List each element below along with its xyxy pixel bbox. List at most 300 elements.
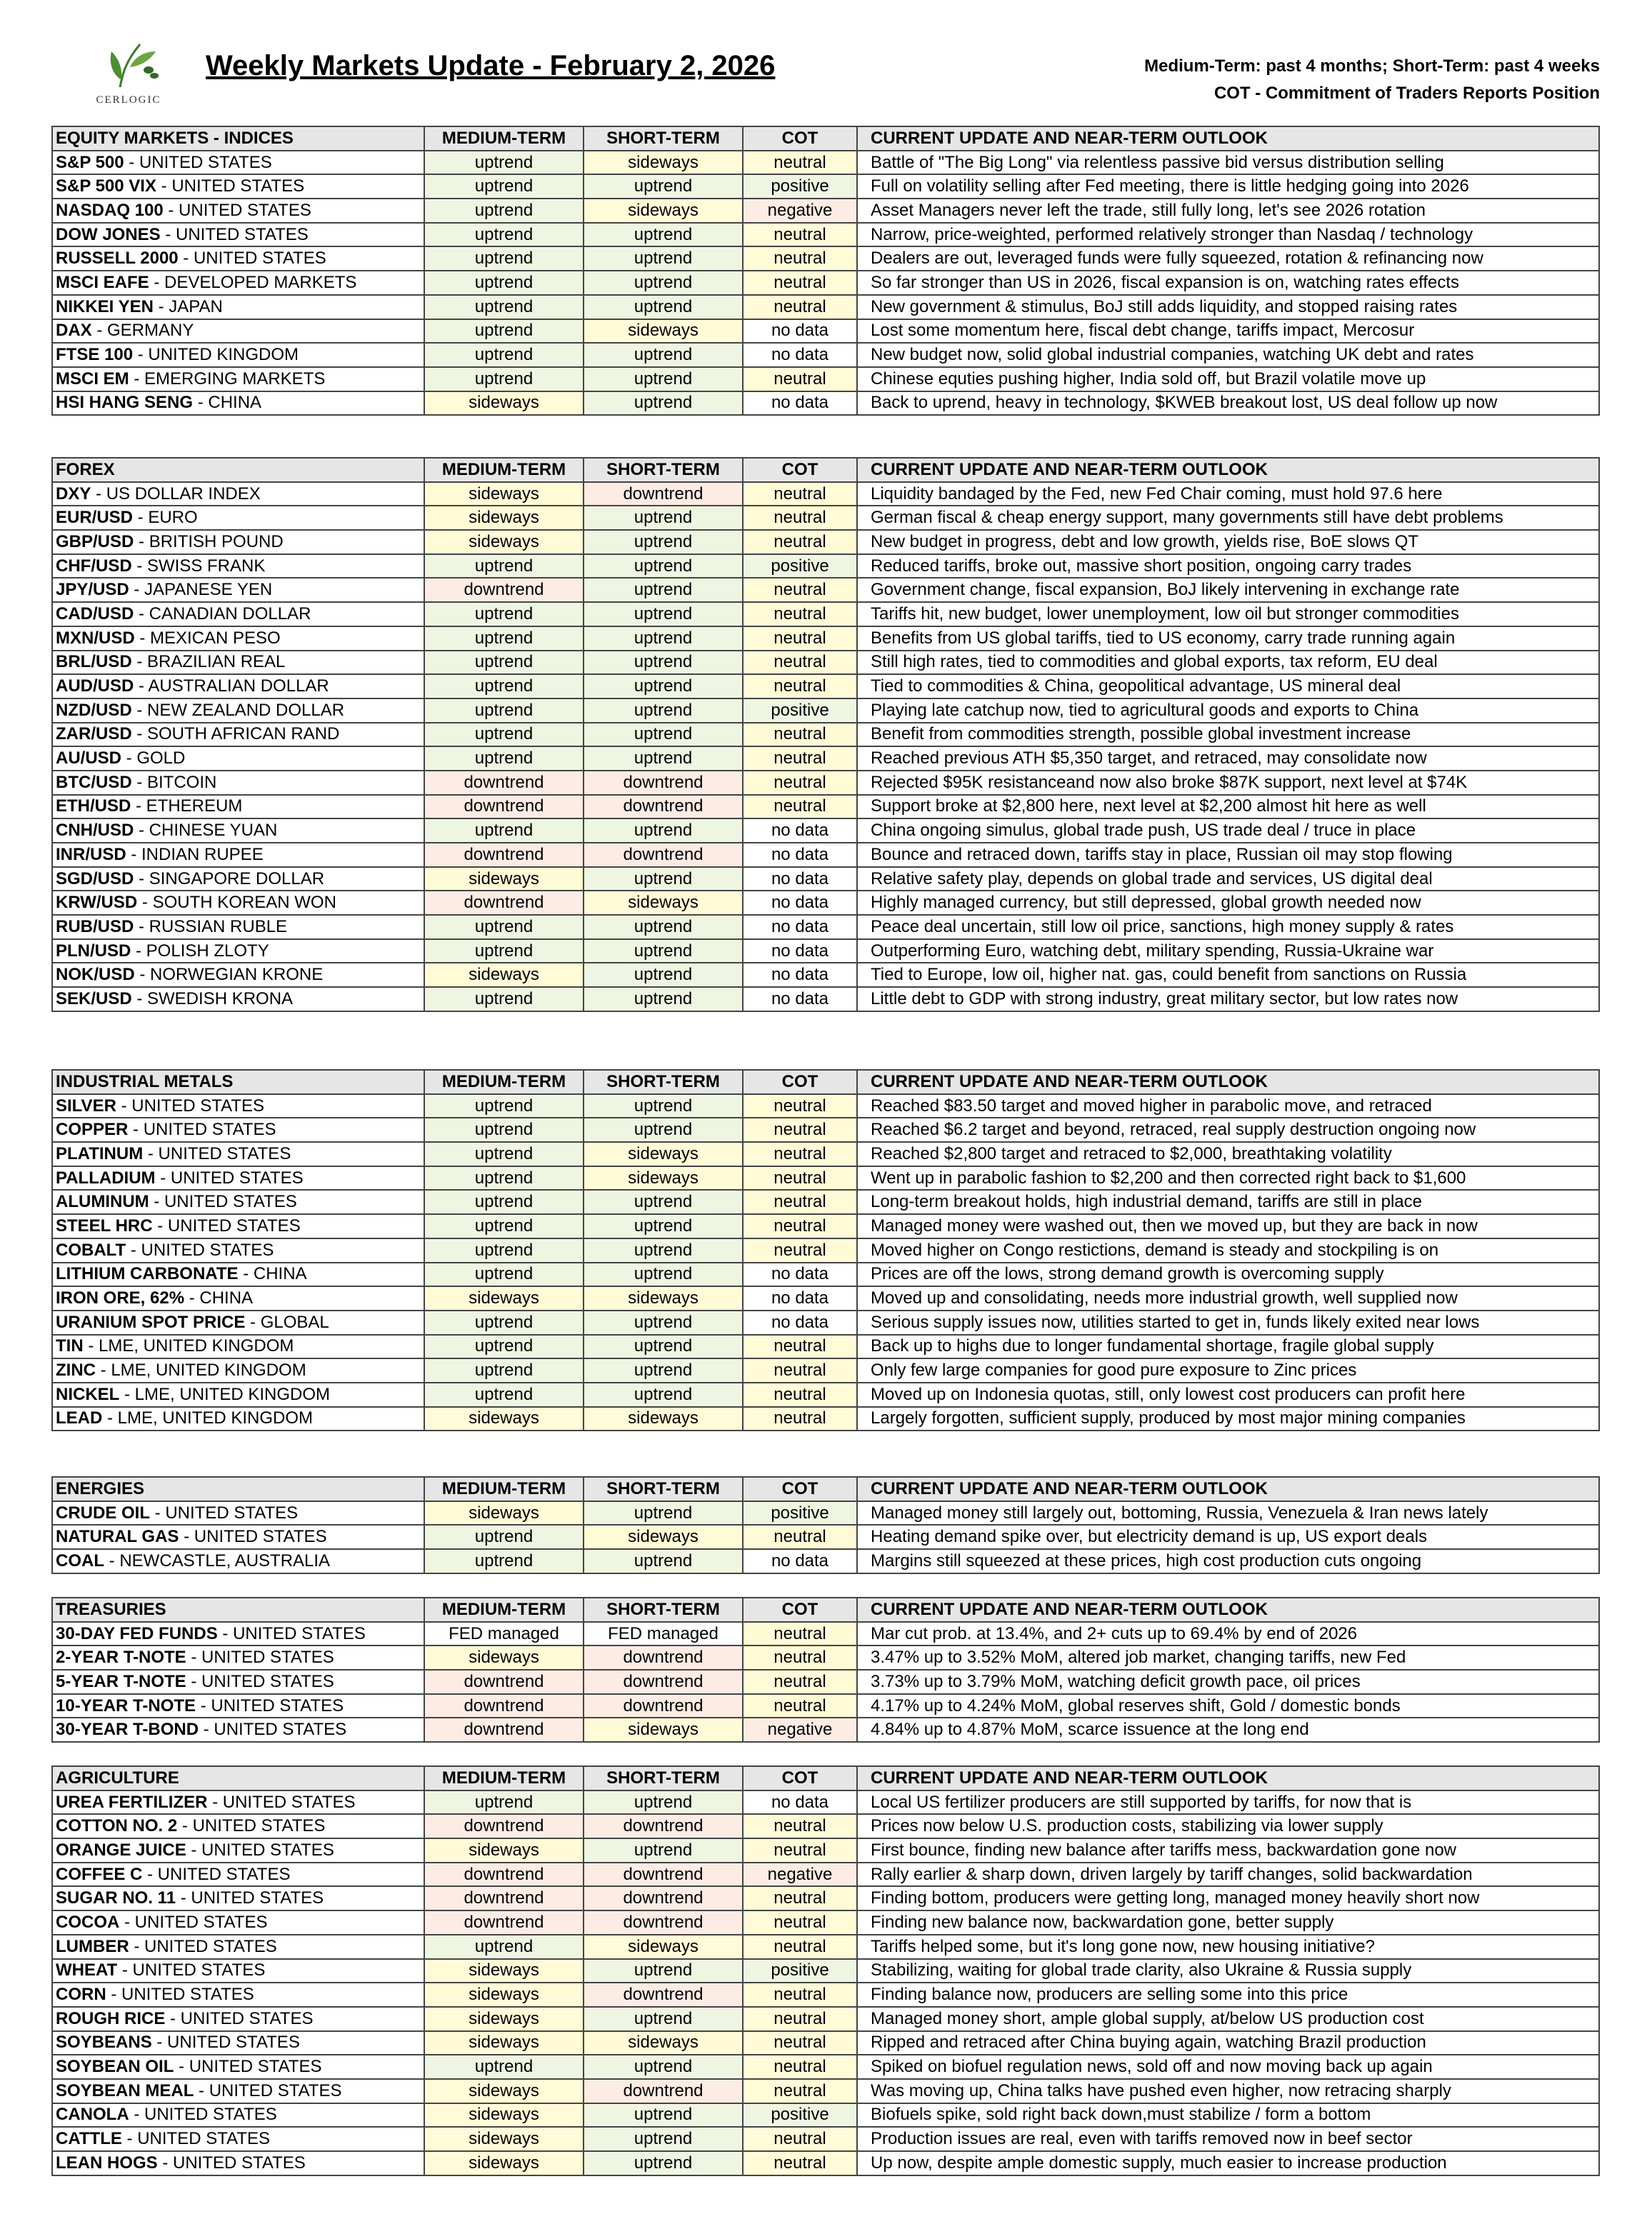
table-row: [52, 867, 1599, 891]
instrument-name: NZD/USD: [56, 700, 132, 720]
short-term-cell: sideways: [584, 151, 743, 175]
table-row: [52, 506, 1599, 530]
instrument-region: - CHINA: [184, 1288, 254, 1308]
medium-term-cell: uptrend: [424, 1094, 584, 1118]
medium-term-cell: uptrend: [424, 1935, 584, 1959]
instrument-name: PLATINUM: [56, 1143, 144, 1163]
outlook-cell: New budget in progress, debt and low growth, yields rise, BoE slows QT: [857, 530, 1599, 554]
instrument-region: - BITCOIN: [131, 772, 217, 792]
short-term-cell: uptrend: [584, 1335, 743, 1359]
short-term-cell: uptrend: [584, 698, 743, 723]
instrument-name: COBALT: [56, 1240, 126, 1260]
instrument-cell: [52, 1694, 424, 1718]
instrument-region: - UNITED STATES: [196, 1695, 344, 1715]
table-row: [52, 2079, 1599, 2103]
short-term-cell: downtrend: [584, 771, 743, 795]
cot-cell: no data: [743, 843, 857, 867]
instrument-region: - SWEDISH KRONA: [131, 988, 294, 1008]
cot-cell: neutral: [743, 1166, 857, 1191]
instrument-cell: [52, 199, 424, 223]
instrument-region: - GERMANY: [91, 321, 194, 341]
instrument-cell: [52, 151, 424, 175]
short-term-cell: FED managed: [584, 1622, 743, 1646]
table-row: [52, 578, 1599, 602]
outlook-header: CURRENT UPDATE AND NEAR-TERM OUTLOOK: [857, 458, 1599, 482]
medium-term-cell: sideways: [424, 2127, 584, 2151]
section-title: FOREX: [52, 458, 424, 482]
medium-term-cell: downtrend: [424, 1694, 584, 1718]
cot-cell: negative: [743, 1718, 857, 1742]
instrument-region: - UNITED STATES: [194, 2080, 342, 2100]
cot-cell: no data: [743, 963, 857, 987]
medium-term-cell: sideways: [424, 482, 584, 506]
instrument-region: - UNITED STATES: [186, 1840, 334, 1860]
instrument-region: - UNITED KINGDOM: [133, 345, 299, 365]
medium-term-cell: uptrend: [424, 367, 584, 391]
outlook-cell: So far stronger than US in 2026, fiscal expansion is on, watching rates effects: [857, 271, 1599, 295]
outlook-cell: Chinese equties pushing higher, India sold off, but Brazil volatile move up: [857, 367, 1599, 391]
medium-term-cell: uptrend: [424, 1142, 584, 1166]
cot-cell: neutral: [743, 271, 857, 295]
table-row: [52, 723, 1599, 747]
instrument-region: - DEVELOPED MARKETS: [149, 272, 357, 292]
instrument-cell: [52, 987, 424, 1011]
cot-cell: neutral: [743, 626, 857, 651]
cot-cell: neutral: [743, 1646, 857, 1670]
section-table: [51, 1765, 1600, 2176]
instrument-region: - UNITED STATES: [179, 1527, 327, 1547]
medium-term-cell: sideways: [424, 1646, 584, 1670]
instrument-region: - UNITED STATES: [163, 200, 311, 220]
table-row: [52, 367, 1599, 391]
cot-header: COT: [743, 1477, 857, 1501]
instrument-name: CATTLE: [56, 2129, 122, 2149]
instrument-region: - UNITED STATES: [155, 1168, 304, 1188]
short-term-cell: downtrend: [584, 795, 743, 819]
section-title: INDUSTRIAL METALS: [52, 1070, 424, 1094]
section-title: TREASURIES: [52, 1598, 424, 1622]
instrument-region: - LME, UNITED KINGDOM: [119, 1384, 331, 1404]
table-row: [52, 602, 1599, 626]
instrument-name: COAL: [56, 1551, 104, 1571]
medium-term-cell: downtrend: [424, 1863, 584, 1887]
instrument-cell: [52, 482, 424, 506]
instrument-cell: [52, 2007, 424, 2031]
instrument-region: - UNITED STATES: [156, 176, 305, 196]
short-term-cell: uptrend: [584, 391, 743, 416]
outlook-cell: Narrow, price-weighted, performed relatively stronger than Nasdaq / technology: [857, 223, 1599, 247]
short-term-cell: uptrend: [584, 2007, 743, 2031]
instrument-cell: [52, 1910, 424, 1935]
cot-cell: positive: [743, 1501, 857, 1526]
cot-cell: neutral: [743, 602, 857, 626]
table-row: [52, 1118, 1599, 1142]
table-row: [52, 939, 1599, 963]
outlook-cell: Prices now below U.S. production costs, stabilizing via lower supply: [857, 1814, 1599, 1838]
cot-cell: neutral: [743, 295, 857, 319]
table-row: [52, 818, 1599, 843]
instrument-name: SOYBEANS: [56, 2033, 152, 2053]
instrument-name: NIKKEI YEN: [56, 296, 154, 316]
instrument-cell: [52, 1863, 424, 1887]
instrument-name: JPY/USD: [56, 580, 129, 600]
outlook-cell: Stabilizing, waiting for global trade clarity, also Ukraine & Russia supply: [857, 1959, 1599, 1983]
medium-term-cell: uptrend: [424, 723, 584, 747]
outlook-cell: 3.73% up to 3.79% MoM, watching deficit growth pace, oil prices: [857, 1670, 1599, 1694]
cot-cell: neutral: [743, 746, 857, 771]
instrument-region: - UNITED STATES: [129, 2105, 277, 2125]
cot-cell: neutral: [743, 2127, 857, 2151]
instrument-cell: [52, 1959, 424, 1983]
instrument-name: AUD/USD: [56, 676, 134, 696]
medium-term-header: MEDIUM-TERM: [424, 458, 584, 482]
outlook-cell: Government change, fiscal expansion, BoJ likely intervening in exchange rate: [857, 578, 1599, 602]
cot-cell: neutral: [743, 771, 857, 795]
instrument-region: - UNITED STATES: [117, 1960, 266, 1980]
instrument-region: - UNITED STATES: [116, 1096, 265, 1116]
short-term-cell: uptrend: [584, 1214, 743, 1238]
instrument-region: - NORWEGIAN KRONE: [134, 965, 324, 985]
instrument-name: ZINC: [56, 1361, 96, 1381]
short-term-cell: uptrend: [584, 554, 743, 578]
instrument-region: - UNITED STATES: [142, 1864, 291, 1884]
medium-term-cell: sideways: [424, 530, 584, 554]
medium-term-cell: downtrend: [424, 1910, 584, 1935]
table-row: [52, 1910, 1599, 1935]
table-row: [52, 391, 1599, 416]
instrument-region: - UNITED STATES: [128, 1120, 276, 1140]
outlook-cell: Outperforming Euro, watching debt, military spending, Russia-Ukraine war: [857, 939, 1599, 963]
outlook-cell: Tariffs helped some, but it's long gone now, new housing initiative?: [857, 1935, 1599, 1959]
table-row: [52, 1670, 1599, 1694]
medium-term-cell: sideways: [424, 2103, 584, 2128]
short-term-cell: uptrend: [584, 1263, 743, 1287]
medium-term-header: MEDIUM-TERM: [424, 1070, 584, 1094]
short-term-cell: uptrend: [584, 246, 743, 271]
instrument-cell: [52, 1238, 424, 1263]
outlook-cell: Prices are off the lows, strong demand growth is overcoming supply: [857, 1263, 1599, 1287]
instrument-region: - UNITED STATES: [149, 1192, 297, 1212]
short-term-cell: uptrend: [584, 1501, 743, 1526]
instrument-name: SILVER: [56, 1096, 116, 1116]
short-term-cell: uptrend: [584, 2103, 743, 2128]
cot-cell: neutral: [743, 151, 857, 175]
page-header: [50, 29, 1600, 114]
medium-term-cell: uptrend: [424, 1335, 584, 1359]
outlook-cell: Reached $2,800 target and retraced to $2,000, breathtaking volatility: [857, 1142, 1599, 1166]
instrument-cell: [52, 2127, 424, 2151]
short-term-cell: sideways: [584, 1407, 743, 1431]
table-row: [52, 1886, 1599, 1910]
instrument-cell: [52, 2151, 424, 2175]
table-row: [52, 963, 1599, 987]
table-row: [52, 1983, 1599, 2007]
instrument-name: DOW JONES: [56, 224, 161, 244]
instrument-cell: [52, 1790, 424, 1815]
table-row: [52, 843, 1599, 867]
table-row: [52, 174, 1599, 199]
table-row: [52, 1646, 1599, 1670]
instrument-cell: [52, 1670, 424, 1694]
instrument-cell: [52, 939, 424, 963]
medium-term-cell: uptrend: [424, 915, 584, 939]
cot-cell: no data: [743, 1311, 857, 1335]
short-term-cell: uptrend: [584, 674, 743, 698]
outlook-cell: Back to uprend, heavy in technology, $KWEB breakout lost, US deal follow up now: [857, 391, 1599, 416]
medium-term-cell: uptrend: [424, 1790, 584, 1815]
instrument-cell: [52, 1286, 424, 1311]
instrument-name: SUGAR NO. 11: [56, 1888, 176, 1908]
medium-term-header: MEDIUM-TERM: [424, 126, 584, 151]
table-row: [52, 2127, 1599, 2151]
cot-cell: neutral: [743, 1814, 857, 1838]
table-row: [52, 891, 1599, 915]
cot-cell: neutral: [743, 2007, 857, 2031]
instrument-cell: [52, 174, 424, 199]
cot-cell: neutral: [743, 2055, 857, 2079]
instrument-cell: [52, 506, 424, 530]
short-term-cell: uptrend: [584, 1311, 743, 1335]
instrument-cell: [52, 2079, 424, 2103]
medium-term-cell: uptrend: [424, 1214, 584, 1238]
table-row: [52, 1525, 1599, 1549]
table-row: [52, 1263, 1599, 1287]
table-row: [52, 915, 1599, 939]
cot-cell: neutral: [743, 1190, 857, 1214]
cot-cell: neutral: [743, 1910, 857, 1935]
medium-term-cell: sideways: [424, 2007, 584, 2031]
short-term-cell: uptrend: [584, 818, 743, 843]
instrument-cell: [52, 651, 424, 675]
outlook-cell: Bounce and retraced down, tariffs stay in place, Russian oil may stop flowing: [857, 843, 1599, 867]
short-term-cell: uptrend: [584, 2151, 743, 2175]
cot-cell: no data: [743, 1286, 857, 1311]
instrument-cell: [52, 1166, 424, 1191]
medium-term-cell: sideways: [424, 1501, 584, 1526]
short-term-cell: uptrend: [584, 1190, 743, 1214]
instrument-cell: [52, 1118, 424, 1142]
instrument-name: WHEAT: [56, 1960, 118, 1980]
table-row: [52, 987, 1599, 1011]
outlook-cell: Relative safety play, depends on global trade and services, US digital deal: [857, 867, 1599, 891]
table-row: [52, 771, 1599, 795]
short-term-cell: sideways: [584, 1718, 743, 1742]
outlook-cell: First bounce, finding new balance after tariffs mess, backwardation gone now: [857, 1838, 1599, 1863]
short-term-cell: uptrend: [584, 1094, 743, 1118]
instrument-name: RUSSELL 2000: [56, 249, 179, 269]
medium-term-cell: downtrend: [424, 1814, 584, 1838]
outlook-header: CURRENT UPDATE AND NEAR-TERM OUTLOOK: [857, 1477, 1599, 1501]
outlook-cell: German fiscal & cheap energy support, many governments still have debt problems: [857, 506, 1599, 530]
table-row: [52, 223, 1599, 247]
table-row: [52, 1501, 1599, 1526]
short-term-cell: downtrend: [584, 2079, 743, 2103]
outlook-cell: 4.84% up to 4.87% MoM, scarce issuence at the long end: [857, 1718, 1599, 1742]
short-term-cell: uptrend: [584, 602, 743, 626]
instrument-name: DXY: [56, 484, 91, 504]
short-term-cell: sideways: [584, 1525, 743, 1549]
instrument-region: - NEWCASTLE, AUSTRALIA: [104, 1551, 331, 1571]
instrument-name: CAD/USD: [56, 603, 134, 623]
instrument-region: - GLOBAL: [245, 1312, 329, 1332]
instrument-region: - UNITED STATES: [152, 1216, 301, 1236]
medium-term-cell: sideways: [424, 1959, 584, 1983]
outlook-cell: Ripped and retraced after China buying again, watching Brazil production: [857, 2031, 1599, 2055]
short-term-cell: uptrend: [584, 1790, 743, 1815]
instrument-cell: [52, 295, 424, 319]
instrument-name: LEAD: [56, 1408, 103, 1428]
short-term-cell: uptrend: [584, 1118, 743, 1142]
short-term-cell: downtrend: [584, 1910, 743, 1935]
medium-term-cell: sideways: [424, 1838, 584, 1863]
outlook-cell: Full on volatility selling after Fed meeting, there is little hedging going into 2026: [857, 174, 1599, 199]
outlook-cell: Up now, despite ample domestic supply, much easier to increase production: [857, 2151, 1599, 2175]
section-title: AGRICULTURE: [52, 1766, 424, 1790]
table-row: [52, 1407, 1599, 1431]
outlook-cell: New budget now, solid global industrial companies, watching UK debt and rates: [857, 343, 1599, 367]
instrument-region: - EURO: [133, 508, 198, 528]
section-header-row: [52, 1766, 1599, 1790]
outlook-cell: Managed money were washed out, then we moved up, but they are back in now: [857, 1214, 1599, 1238]
medium-term-cell: uptrend: [424, 939, 584, 963]
cot-cell: negative: [743, 1863, 857, 1887]
outlook-cell: Went up in parabolic fashion to $2,200 and then corrected right back to $1,600: [857, 1166, 1599, 1191]
short-term-header: SHORT-TERM: [584, 126, 743, 151]
cot-header: COT: [743, 1598, 857, 1622]
outlook-cell: Was moving up, China talks have pushed even higher, now retracing sharply: [857, 2079, 1599, 2103]
outlook-header: CURRENT UPDATE AND NEAR-TERM OUTLOOK: [857, 1766, 1599, 1790]
cot-cell: no data: [743, 319, 857, 344]
instrument-name: S&P 500 VIX: [56, 176, 156, 196]
instrument-cell: [52, 1501, 424, 1526]
instrument-name: GBP/USD: [56, 531, 134, 551]
medium-term-cell: uptrend: [424, 199, 584, 223]
outlook-cell: Long-term breakout holds, high industrial demand, tariffs are still in place: [857, 1190, 1599, 1214]
cot-cell: neutral: [743, 2079, 857, 2103]
table-row: [52, 1935, 1599, 1959]
cot-cell: negative: [743, 199, 857, 223]
table-row: [52, 1959, 1599, 1983]
instrument-cell: [52, 554, 424, 578]
outlook-cell: Rally earlier & sharp down, driven largely by tariff changes, solid backwardation: [857, 1863, 1599, 1887]
table-row: [52, 795, 1599, 819]
outlook-cell: Managed money still largely out, bottoming, Russia, Venezuela & Iran news lately: [857, 1501, 1599, 1526]
instrument-name: DAX: [56, 321, 92, 341]
instrument-cell: [52, 1311, 424, 1335]
short-term-cell: uptrend: [584, 1549, 743, 1573]
outlook-cell: Peace deal uncertain, still low oil price, sanctions, high money supply & rates: [857, 915, 1599, 939]
section-header-row: [52, 1598, 1599, 1622]
instrument-region: - MEXICAN PESO: [134, 628, 281, 648]
medium-term-header: MEDIUM-TERM: [424, 1477, 584, 1501]
outlook-cell: Managed money short, ample global supply, at/below US production cost: [857, 2007, 1599, 2031]
medium-term-cell: downtrend: [424, 1718, 584, 1742]
medium-term-cell: sideways: [424, 2079, 584, 2103]
instrument-region: - UNITED STATES: [186, 1648, 334, 1668]
short-term-cell: sideways: [584, 1935, 743, 1959]
instrument-name: BTC/USD: [56, 772, 132, 792]
instrument-name: SGD/USD: [56, 868, 134, 888]
medium-term-cell: uptrend: [424, 818, 584, 843]
section-table: [51, 1597, 1600, 1743]
table-row: [52, 199, 1599, 223]
instrument-cell: [52, 343, 424, 367]
cot-cell: neutral: [743, 1407, 857, 1431]
table-row: [52, 1190, 1599, 1214]
medium-term-cell: uptrend: [424, 1525, 584, 1549]
instrument-region: - UNITED STATES: [157, 2153, 306, 2173]
cot-cell: positive: [743, 2103, 857, 2128]
instrument-region: - UNITED STATES: [174, 2057, 322, 2077]
medium-term-cell: uptrend: [424, 1238, 584, 1263]
outlook-cell: Biofuels spike, sold right back down,must stabilize / form a bottom: [857, 2103, 1599, 2128]
instrument-region: - LME, UNITED KINGDOM: [96, 1361, 306, 1381]
short-term-cell: uptrend: [584, 746, 743, 771]
cot-cell: neutral: [743, 1383, 857, 1407]
instrument-cell: [52, 1838, 424, 1863]
table-row: [52, 295, 1599, 319]
instrument-region: - RUSSIAN RUBLE: [134, 916, 288, 936]
short-term-cell: downtrend: [584, 482, 743, 506]
outlook-cell: China ongoing simulus, global trade push, US trade deal / truce in place: [857, 818, 1599, 843]
medium-term-cell: sideways: [424, 391, 584, 416]
instrument-name: ORANGE JUICE: [56, 1840, 186, 1860]
instrument-name: NATURAL GAS: [56, 1527, 179, 1547]
short-term-cell: uptrend: [584, 367, 743, 391]
instrument-cell: [52, 1263, 424, 1287]
instrument-cell: [52, 843, 424, 867]
instrument-region: - INDIAN RUPEE: [126, 844, 264, 864]
short-term-header: SHORT-TERM: [584, 1477, 743, 1501]
medium-term-cell: uptrend: [424, 1263, 584, 1287]
medium-term-cell: uptrend: [424, 987, 584, 1011]
short-term-cell: uptrend: [584, 1959, 743, 1983]
outlook-cell: Reduced tariffs, broke out, massive short position, ongoing carry trades: [857, 554, 1599, 578]
instrument-cell: [52, 2103, 424, 2128]
table-row: [52, 651, 1599, 675]
table-row: [52, 1166, 1599, 1191]
instrument-name: 30-YEAR T-BOND: [56, 1720, 199, 1740]
short-term-cell: sideways: [584, 319, 743, 344]
outlook-cell: Moved up and consolidating, needs more industrial growth, well supplied now: [857, 1286, 1599, 1311]
instrument-cell: [52, 1983, 424, 2007]
instrument-region: - JAPANESE YEN: [129, 580, 273, 600]
short-term-cell: uptrend: [584, 915, 743, 939]
table-row: [52, 2055, 1599, 2079]
cot-cell: neutral: [743, 651, 857, 675]
section-header-row: [52, 1070, 1599, 1094]
short-term-cell: uptrend: [584, 987, 743, 1011]
instrument-region: - JAPAN: [153, 296, 223, 316]
instrument-name: SEK/USD: [56, 988, 132, 1008]
medium-term-cell: uptrend: [424, 698, 584, 723]
instrument-name: IRON ORE, 62%: [56, 1288, 185, 1308]
instrument-name: ALUMINUM: [56, 1192, 149, 1212]
medium-term-cell: sideways: [424, 2031, 584, 2055]
short-term-cell: uptrend: [584, 867, 743, 891]
instrument-region: - BRITISH POUND: [134, 531, 284, 551]
medium-term-cell: sideways: [424, 1407, 584, 1431]
medium-term-cell: uptrend: [424, 1190, 584, 1214]
instrument-cell: [52, 1358, 424, 1383]
instrument-cell: [52, 1335, 424, 1359]
outlook-cell: Tariffs hit, new budget, lower unemployment, low oil but stronger commodities: [857, 602, 1599, 626]
instrument-name: SOYBEAN OIL: [56, 2057, 174, 2077]
section-header-row: [52, 126, 1599, 151]
short-term-cell: uptrend: [584, 939, 743, 963]
table-row: [52, 2103, 1599, 2128]
instrument-cell: [52, 602, 424, 626]
